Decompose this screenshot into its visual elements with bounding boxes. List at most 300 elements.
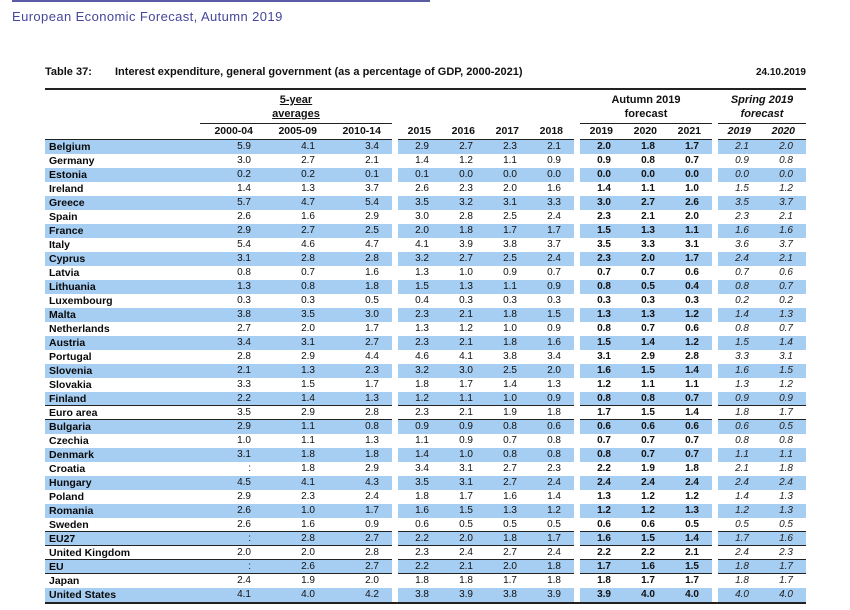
value-cell: 2.9 bbox=[237, 491, 251, 502]
value-cell: 1.1 bbox=[486, 280, 530, 294]
country-name: Poland bbox=[49, 491, 85, 503]
table-row bbox=[45, 392, 806, 406]
country-name: Latvia bbox=[49, 267, 80, 279]
value-cell: 1.3 bbox=[200, 280, 264, 294]
value-cell: 2.3 bbox=[735, 211, 749, 222]
value-cell: 0.0 bbox=[442, 168, 486, 182]
value-cell: 2.9 bbox=[365, 463, 379, 474]
value-cell: 1.8 bbox=[718, 406, 762, 420]
group-header-row bbox=[45, 93, 806, 124]
value-cell: 0.6 bbox=[530, 420, 574, 434]
value-cell: 2.3 bbox=[459, 183, 473, 194]
value-cell: 1.7 bbox=[486, 224, 530, 238]
value-cell: 2.6 bbox=[264, 560, 328, 574]
year-header: 2000-04 bbox=[200, 124, 264, 140]
value-cell: 2.7 bbox=[328, 532, 392, 546]
table-row bbox=[45, 364, 806, 378]
country-name: Malta bbox=[45, 308, 200, 322]
table-body bbox=[45, 140, 806, 604]
value-cell: 2.1 bbox=[442, 406, 486, 420]
value-cell: 4.3 bbox=[328, 476, 392, 490]
value-cell: : bbox=[200, 532, 264, 546]
value-cell: 1.2 bbox=[668, 308, 712, 322]
table-row bbox=[45, 252, 806, 266]
group-title-line1: Autumn 2019 bbox=[611, 94, 681, 106]
country-name: Belgium bbox=[45, 140, 200, 154]
value-cell: 1.3 bbox=[624, 224, 668, 238]
value-cell: 0.9 bbox=[503, 267, 517, 278]
value-cell: 3.1 bbox=[200, 448, 264, 462]
value-cell: 0.9 bbox=[547, 155, 561, 166]
value-cell: 0.3 bbox=[597, 295, 611, 306]
value-cell: 2.0 bbox=[365, 575, 379, 586]
value-cell: 0.9 bbox=[762, 392, 806, 406]
value-cell: 1.8 bbox=[486, 532, 530, 546]
country-name: Greece bbox=[45, 196, 200, 210]
country-name: Romania bbox=[45, 504, 200, 518]
value-cell: 1.1 bbox=[641, 379, 655, 390]
value-cell: 0.5 bbox=[624, 280, 668, 294]
value-cell: 2.2 bbox=[580, 546, 624, 560]
value-cell: 3.2 bbox=[398, 252, 442, 266]
year-header: 2021 bbox=[668, 124, 712, 140]
value-cell: 0.7 bbox=[685, 155, 699, 166]
table-row bbox=[45, 574, 806, 588]
value-cell: 3.5 bbox=[200, 406, 264, 420]
value-cell: 2.1 bbox=[442, 336, 486, 350]
table-row bbox=[45, 336, 806, 350]
value-cell: 3.2 bbox=[442, 196, 486, 210]
annual-years-group-spacer bbox=[398, 93, 574, 124]
value-cell: 0.8 bbox=[486, 420, 530, 434]
value-cell: 0.8 bbox=[597, 323, 611, 334]
value-cell: 3.3 bbox=[735, 351, 749, 362]
value-cell: 3.9 bbox=[580, 588, 624, 602]
value-cell: 1.5 bbox=[398, 280, 442, 294]
value-cell: 5.9 bbox=[200, 140, 264, 154]
value-cell: 1.1 bbox=[301, 435, 315, 446]
country-name: Hungary bbox=[45, 476, 200, 490]
value-cell: 2.8 bbox=[237, 351, 251, 362]
value-cell: 2.1 bbox=[735, 463, 749, 474]
value-cell: 4.0 bbox=[264, 588, 328, 602]
value-cell: 3.1 bbox=[459, 463, 473, 474]
table-row bbox=[45, 504, 806, 518]
value-cell: 0.9 bbox=[328, 518, 392, 532]
value-cell: 2.0 bbox=[301, 323, 315, 334]
table-number-label: Table 37: bbox=[45, 66, 92, 78]
value-cell: 0.9 bbox=[530, 280, 574, 294]
value-cell: 1.3 bbox=[486, 504, 530, 518]
country-column-spacer bbox=[45, 93, 200, 124]
value-cell: 1.5 bbox=[735, 183, 749, 194]
value-cell: 1.7 bbox=[365, 323, 379, 334]
value-cell: 1.8 bbox=[442, 224, 486, 238]
value-cell: 1.3 bbox=[735, 379, 749, 390]
value-cell: 1.2 bbox=[718, 504, 762, 518]
value-cell: 1.8 bbox=[597, 575, 611, 586]
value-cell: 2.6 bbox=[668, 196, 712, 210]
value-cell: 1.7 bbox=[718, 532, 762, 546]
country-name: Euro area bbox=[45, 406, 200, 420]
value-cell: 2.8 bbox=[264, 532, 328, 546]
value-cell: 0.9 bbox=[398, 420, 442, 434]
value-cell: 3.3 bbox=[641, 239, 655, 250]
table-row bbox=[45, 350, 806, 364]
table-row bbox=[45, 182, 806, 196]
value-cell: 1.2 bbox=[580, 504, 624, 518]
value-cell: 3.5 bbox=[718, 196, 762, 210]
year-header: 2010-14 bbox=[328, 124, 392, 140]
table-row bbox=[45, 294, 806, 308]
value-cell: 2.4 bbox=[237, 575, 251, 586]
value-cell: 0.8 bbox=[264, 280, 328, 294]
country-name: Netherlands bbox=[49, 323, 110, 335]
value-cell: 1.1 bbox=[718, 448, 762, 462]
value-cell: 2.0 bbox=[685, 211, 699, 222]
value-cell: 1.3 bbox=[442, 280, 486, 294]
country-name: EU27 bbox=[45, 532, 200, 546]
value-cell: 1.6 bbox=[624, 560, 668, 574]
value-cell: 0.1 bbox=[398, 168, 442, 182]
table-row bbox=[45, 490, 806, 504]
value-cell: 0.7 bbox=[547, 267, 561, 278]
value-cell: 2.8 bbox=[459, 211, 473, 222]
value-cell: 1.3 bbox=[624, 308, 668, 322]
value-cell: 2.1 bbox=[442, 560, 486, 574]
value-cell: 3.1 bbox=[486, 196, 530, 210]
value-cell: 2.4 bbox=[442, 546, 486, 560]
value-cell: 1.3 bbox=[415, 267, 429, 278]
five-year-averages-group-header bbox=[200, 93, 392, 124]
value-cell: 0.8 bbox=[718, 280, 762, 294]
value-cell: 3.8 bbox=[503, 351, 517, 362]
table-row bbox=[45, 546, 806, 560]
value-cell: 4.1 bbox=[264, 140, 328, 154]
value-cell: 1.7 bbox=[762, 560, 806, 574]
value-cell: 1.0 bbox=[459, 267, 473, 278]
value-cell: : bbox=[248, 463, 251, 474]
value-cell: 1.3 bbox=[668, 504, 712, 518]
value-cell: 2.8 bbox=[685, 351, 699, 362]
value-cell: 1.4 bbox=[668, 406, 712, 420]
value-cell: 3.0 bbox=[442, 364, 486, 378]
value-cell: 2.4 bbox=[624, 476, 668, 490]
value-cell: 0.8 bbox=[735, 323, 749, 334]
value-cell: 2.6 bbox=[200, 504, 264, 518]
value-cell: 0.2 bbox=[779, 295, 793, 306]
value-cell: 1.3 bbox=[762, 504, 806, 518]
value-cell: 0.0 bbox=[530, 168, 574, 182]
table-row bbox=[45, 448, 806, 462]
value-cell: 1.8 bbox=[415, 379, 429, 390]
country-name: Slovakia bbox=[49, 379, 92, 391]
value-cell: 1.5 bbox=[718, 336, 762, 350]
value-cell: 2.6 bbox=[415, 183, 429, 194]
value-cell: 2.7 bbox=[442, 140, 486, 154]
value-cell: 0.3 bbox=[547, 295, 561, 306]
value-cell: 1.8 bbox=[530, 560, 574, 574]
value-cell: 3.4 bbox=[415, 463, 429, 474]
value-cell: 0.6 bbox=[580, 518, 624, 532]
value-cell: 0.7 bbox=[641, 323, 655, 334]
table-caption-row bbox=[45, 66, 806, 78]
value-cell: 1.5 bbox=[442, 504, 486, 518]
value-cell: 1.6 bbox=[264, 518, 328, 532]
table-row bbox=[45, 462, 806, 476]
value-cell: 0.6 bbox=[685, 267, 699, 278]
value-cell: 0.9 bbox=[459, 435, 473, 446]
value-cell: 1.6 bbox=[580, 532, 624, 546]
value-cell: 1.5 bbox=[624, 364, 668, 378]
value-cell: 1.5 bbox=[668, 560, 712, 574]
value-cell: 1.3 bbox=[415, 323, 429, 334]
value-cell: 1.5 bbox=[301, 379, 315, 390]
value-cell: 3.8 bbox=[200, 308, 264, 322]
value-cell: 0.7 bbox=[685, 435, 699, 446]
value-cell: 1.0 bbox=[442, 448, 486, 462]
value-cell: 1.1 bbox=[442, 392, 486, 406]
value-cell: 4.5 bbox=[200, 476, 264, 490]
value-cell: 0.8 bbox=[486, 448, 530, 462]
table-row bbox=[45, 434, 806, 448]
value-cell: 3.1 bbox=[779, 351, 793, 362]
value-cell: 1.7 bbox=[641, 575, 655, 586]
value-cell: 1.2 bbox=[459, 155, 473, 166]
value-cell: 2.1 bbox=[641, 211, 655, 222]
table-row bbox=[45, 420, 806, 434]
value-cell: 1.7 bbox=[762, 406, 806, 420]
table-row bbox=[45, 532, 806, 546]
country-name: United Kingdom bbox=[45, 546, 200, 560]
value-cell: 1.4 bbox=[668, 532, 712, 546]
value-cell: 1.4 bbox=[762, 336, 806, 350]
value-cell: 1.7 bbox=[668, 140, 712, 154]
value-cell: 1.8 bbox=[547, 575, 561, 586]
value-cell: 2.1 bbox=[779, 211, 793, 222]
value-cell: 1.7 bbox=[685, 575, 699, 586]
value-cell: 2.4 bbox=[365, 491, 379, 502]
value-cell: 1.2 bbox=[624, 504, 668, 518]
value-cell: 1.0 bbox=[237, 435, 251, 446]
value-cell: 2.9 bbox=[301, 351, 315, 362]
country-name: Japan bbox=[49, 575, 80, 587]
country-name: Slovenia bbox=[45, 364, 200, 378]
value-cell: 1.4 bbox=[735, 491, 749, 502]
value-cell: 0.0 bbox=[580, 168, 624, 182]
value-cell: 4.1 bbox=[415, 239, 429, 250]
value-cell: 1.6 bbox=[301, 211, 315, 222]
value-cell: 2.0 bbox=[580, 140, 624, 154]
value-cell: 0.7 bbox=[641, 435, 655, 446]
table-row bbox=[45, 238, 806, 252]
value-cell: 0.8 bbox=[547, 435, 561, 446]
country-name: United States bbox=[45, 588, 200, 602]
value-cell: 3.7 bbox=[779, 239, 793, 250]
value-cell: 0.7 bbox=[668, 392, 712, 406]
year-header: 2017 bbox=[486, 124, 530, 140]
interest-expenditure-table bbox=[45, 88, 806, 604]
country-name: Denmark bbox=[45, 448, 200, 462]
value-cell: 1.7 bbox=[530, 532, 574, 546]
value-cell: 3.7 bbox=[547, 239, 561, 250]
value-cell: 2.7 bbox=[486, 476, 530, 490]
value-cell: 1.5 bbox=[762, 364, 806, 378]
year-header: 2019 bbox=[718, 124, 762, 140]
value-cell: 2.1 bbox=[365, 155, 379, 166]
value-cell: 0.7 bbox=[779, 323, 793, 334]
value-cell: 3.7 bbox=[762, 196, 806, 210]
value-cell: 2.2 bbox=[398, 532, 442, 546]
value-cell: 1.7 bbox=[459, 379, 473, 390]
value-cell: 2.3 bbox=[580, 252, 624, 266]
value-cell: 2.3 bbox=[301, 491, 315, 502]
year-header: 2018 bbox=[530, 124, 574, 140]
value-cell: 1.6 bbox=[718, 224, 762, 238]
value-cell: 0.9 bbox=[442, 420, 486, 434]
value-cell: 1.8 bbox=[328, 448, 392, 462]
value-cell: 2.6 bbox=[200, 518, 264, 532]
table-row bbox=[45, 588, 806, 602]
country-name: France bbox=[45, 224, 200, 238]
value-cell: 1.3 bbox=[597, 491, 611, 502]
value-cell: 3.8 bbox=[486, 588, 530, 602]
value-cell: 1.8 bbox=[685, 463, 699, 474]
value-cell: 1.8 bbox=[415, 491, 429, 502]
value-cell: 2.4 bbox=[530, 252, 574, 266]
value-cell: 0.6 bbox=[685, 323, 699, 334]
value-cell: 2.3 bbox=[398, 336, 442, 350]
value-cell: 2.1 bbox=[442, 308, 486, 322]
value-cell: 1.2 bbox=[668, 336, 712, 350]
value-cell: 0.8 bbox=[580, 392, 624, 406]
value-cell: 1.7 bbox=[503, 575, 517, 586]
document-title: European Economic Forecast, Autumn 2019 bbox=[12, 9, 283, 24]
value-cell: 2.9 bbox=[641, 351, 655, 362]
value-cell: 2.6 bbox=[237, 211, 251, 222]
value-cell: 0.0 bbox=[668, 168, 712, 182]
value-cell: 3.2 bbox=[398, 364, 442, 378]
value-cell: 2.3 bbox=[486, 140, 530, 154]
value-cell: 1.2 bbox=[530, 504, 574, 518]
value-cell: 2.8 bbox=[328, 406, 392, 420]
value-cell: 0.5 bbox=[762, 420, 806, 434]
value-cell: 1.4 bbox=[237, 183, 251, 194]
value-cell: 0.2 bbox=[200, 168, 264, 182]
value-cell: 2.7 bbox=[237, 323, 251, 334]
value-cell: 1.2 bbox=[685, 491, 699, 502]
value-cell: 2.0 bbox=[442, 532, 486, 546]
value-cell: 2.9 bbox=[365, 211, 379, 222]
year-header: 2016 bbox=[442, 124, 486, 140]
value-cell: 2.0 bbox=[264, 546, 328, 560]
country-name: Lithuania bbox=[45, 280, 200, 294]
value-cell: 1.7 bbox=[580, 560, 624, 574]
value-cell: 0.1 bbox=[328, 168, 392, 182]
value-cell: 2.3 bbox=[597, 211, 611, 222]
value-cell: 1.8 bbox=[459, 575, 473, 586]
value-cell: 1.5 bbox=[624, 532, 668, 546]
value-cell: 2.9 bbox=[200, 224, 264, 238]
value-cell: 1.6 bbox=[580, 364, 624, 378]
country-name: Italy bbox=[49, 239, 71, 251]
value-cell: 1.9 bbox=[641, 463, 655, 474]
value-cell: 0.6 bbox=[718, 420, 762, 434]
value-cell: 2.5 bbox=[328, 224, 392, 238]
value-cell: 1.6 bbox=[530, 336, 574, 350]
value-cell: 1.0 bbox=[264, 504, 328, 518]
spring-2019-forecast-group-header bbox=[718, 93, 806, 124]
value-cell: 0.9 bbox=[718, 392, 762, 406]
value-cell: 0.5 bbox=[718, 518, 762, 532]
year-header: 2020 bbox=[762, 124, 806, 140]
value-cell: 0.3 bbox=[641, 295, 655, 306]
value-cell: 0.0 bbox=[762, 168, 806, 182]
country-name: Sweden bbox=[45, 518, 200, 532]
table-row bbox=[45, 168, 806, 182]
value-cell: 1.3 bbox=[580, 308, 624, 322]
value-cell: 4.0 bbox=[762, 588, 806, 602]
value-cell: 0.4 bbox=[415, 295, 429, 306]
country-name: EU bbox=[45, 560, 200, 574]
value-cell: 1.8 bbox=[301, 463, 315, 474]
value-cell: 1.6 bbox=[365, 267, 379, 278]
value-cell: 4.0 bbox=[668, 588, 712, 602]
value-cell: 1.5 bbox=[530, 308, 574, 322]
value-cell: 2.1 bbox=[718, 140, 762, 154]
value-cell: 0.2 bbox=[264, 168, 328, 182]
value-cell: 4.0 bbox=[718, 588, 762, 602]
value-cell: 3.1 bbox=[264, 336, 328, 350]
value-cell: 1.1 bbox=[503, 155, 517, 166]
value-cell: 0.3 bbox=[459, 295, 473, 306]
value-cell: 2.1 bbox=[668, 546, 712, 560]
value-cell: 1.6 bbox=[503, 491, 517, 502]
value-cell: 0.9 bbox=[530, 392, 574, 406]
value-cell: 4.7 bbox=[264, 196, 328, 210]
value-cell: : bbox=[200, 560, 264, 574]
value-cell: 0.8 bbox=[328, 420, 392, 434]
value-cell: 3.7 bbox=[365, 183, 379, 194]
value-cell: 4.6 bbox=[301, 239, 315, 250]
value-cell: 1.6 bbox=[762, 532, 806, 546]
value-cell: 1.8 bbox=[264, 448, 328, 462]
value-cell: 1.8 bbox=[735, 575, 749, 586]
table-row bbox=[45, 280, 806, 294]
value-cell: 0.7 bbox=[668, 448, 712, 462]
value-cell: 4.1 bbox=[200, 588, 264, 602]
value-cell: 4.1 bbox=[264, 476, 328, 490]
value-cell: 2.8 bbox=[328, 546, 392, 560]
value-cell: 3.5 bbox=[398, 476, 442, 490]
value-cell: 0.3 bbox=[685, 295, 699, 306]
value-cell: 1.5 bbox=[580, 224, 624, 238]
year-header: 2020 bbox=[624, 124, 668, 140]
value-cell: 2.7 bbox=[503, 463, 517, 474]
value-cell: 3.6 bbox=[735, 239, 749, 250]
value-cell: 2.5 bbox=[503, 211, 517, 222]
value-cell: 1.1 bbox=[264, 420, 328, 434]
value-cell: 0.6 bbox=[398, 518, 442, 532]
table-row bbox=[45, 140, 806, 154]
value-cell: 0.5 bbox=[365, 295, 379, 306]
value-cell: 0.7 bbox=[301, 267, 315, 278]
value-cell: 0.8 bbox=[580, 448, 624, 462]
value-cell: 3.3 bbox=[530, 196, 574, 210]
table-row bbox=[45, 308, 806, 322]
country-name: Finland bbox=[45, 392, 200, 406]
group-title-line1: Spring 2019 bbox=[730, 94, 794, 106]
